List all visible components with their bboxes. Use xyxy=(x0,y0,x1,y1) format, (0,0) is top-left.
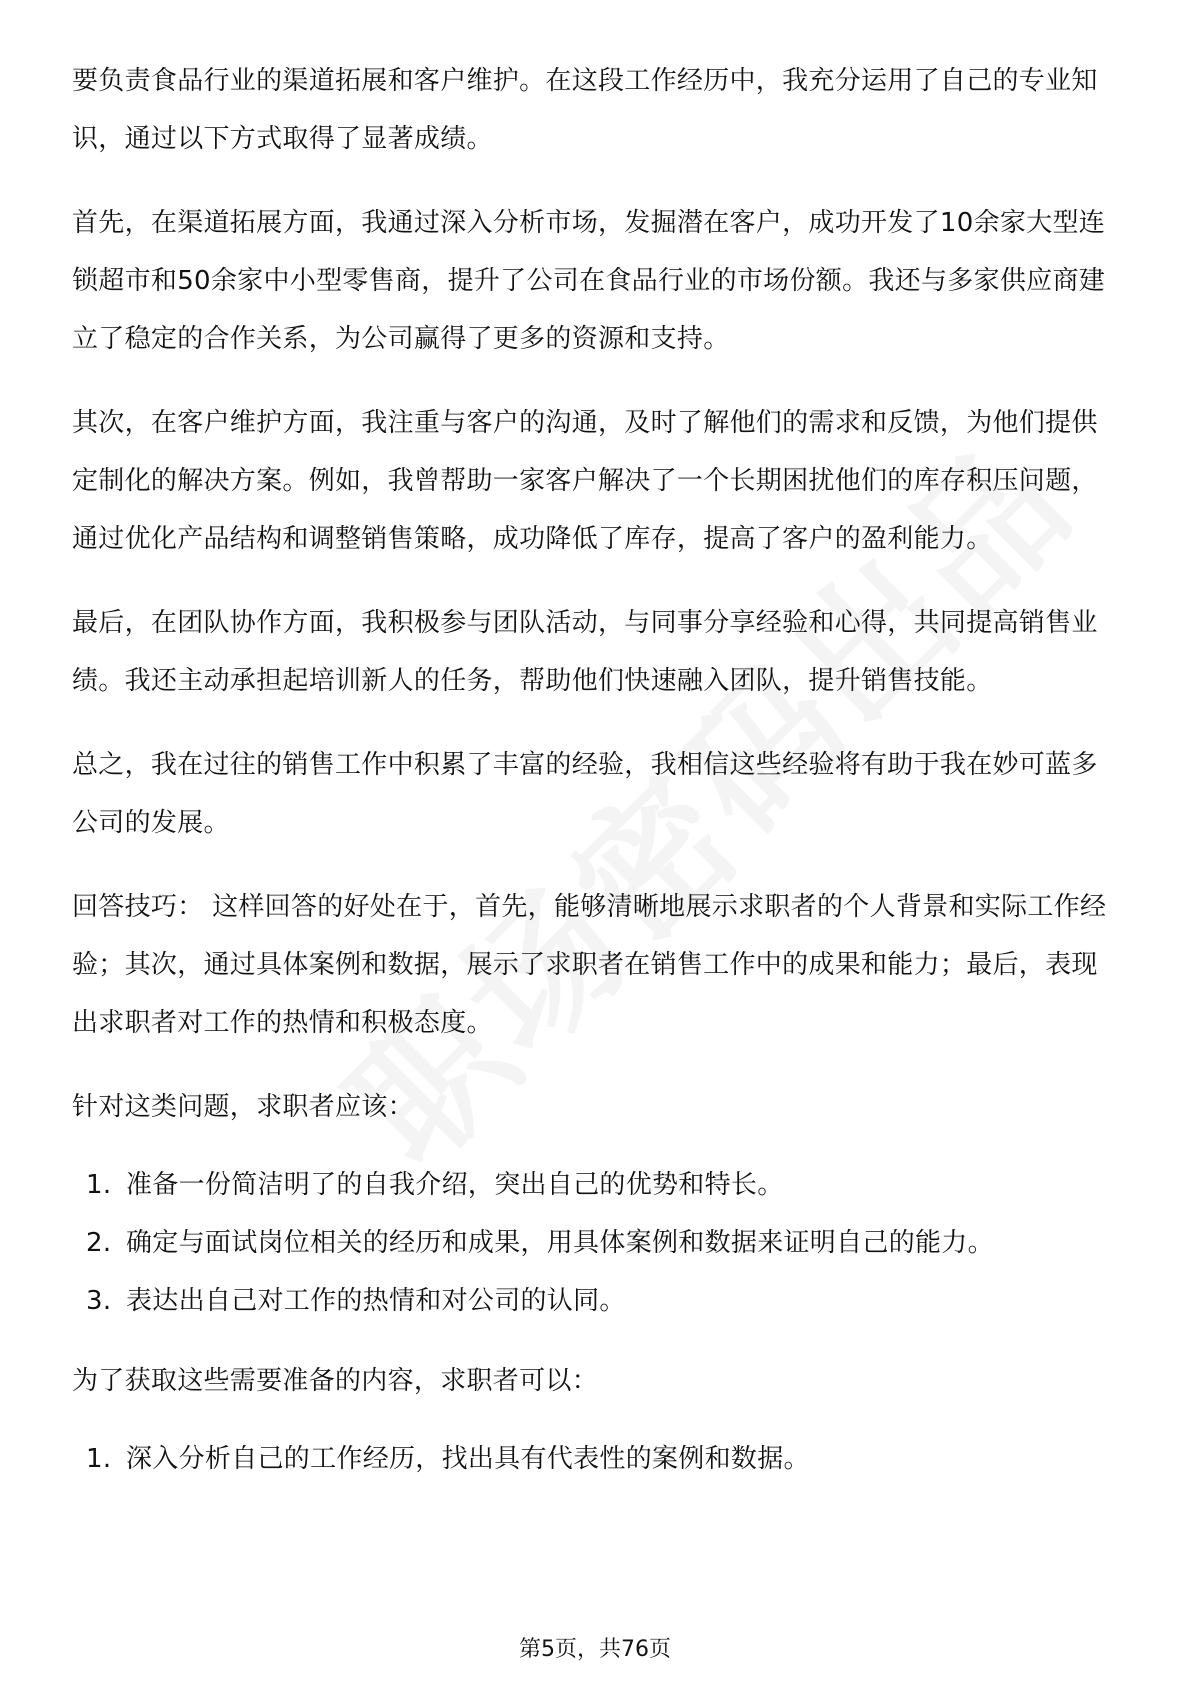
paragraph-list1-intro: 针对这类问题，求职者应该： xyxy=(72,1092,414,1122)
list-item xyxy=(72,1430,1122,1488)
list-text: 表达出自己对工作的热情和对公司的认同。 xyxy=(126,1286,626,1316)
list-item xyxy=(72,1156,1122,1214)
list-number: 3. xyxy=(86,1286,112,1316)
paragraph-channel-intro: 要负责食品行业的渠道拓展和客户维护。在这段工作经历中，我充分运用了自己的专业知识，通过以下方式取得了显著成绩。 xyxy=(72,66,1098,154)
preparation-list xyxy=(72,1156,1122,1330)
list-number: 1. xyxy=(86,1170,112,1200)
list-number: 1. xyxy=(86,1444,112,1474)
list-item xyxy=(72,1272,1122,1330)
list-text: 确定与面试岗位相关的经历和成果，用具体案例和数据来证明自己的能力。 xyxy=(126,1228,994,1258)
document-body xyxy=(72,52,1122,1510)
method-list xyxy=(72,1430,1122,1488)
paragraph-customer-maintenance: 其次，在客户维护方面，我注重与客户的沟通，及时了解他们的需求和反馈，为他们提供定制化的解决方案。例如，我曾帮助一家客户解决了一个长期困扰他们的库存积压问题，通过优化产品结构和调整销售策略，成功降低了库存，提高了客户的盈利能力。 xyxy=(72,408,1098,554)
list-text: 准备一份简洁明了的自我介绍，突出自己的优势和特长。 xyxy=(126,1170,784,1200)
paragraph-answer-tips: 回答技巧： 这样回答的好处在于，首先，能够清晰地展示求职者的个人背景和实际工作经验；其次，通过具体案例和数据，展示了求职者在销售工作中的成果和能力；最后，表现出求职者对工作的热情和积极态度。 xyxy=(72,892,1107,1038)
list-number: 2. xyxy=(86,1228,112,1258)
paragraph-channel-expansion: 首先，在渠道拓展方面，我通过深入分析市场，发掘潜在客户，成功开发了10余家大型连锁超市和50余家中小型零售商，提升了公司在食品行业的市场份额。我还与多家供应商建立了稳定的合作关系，为公司赢得了更多的资源和支持。 xyxy=(72,208,1106,354)
paragraph-teamwork: 最后，在团队协作方面，我积极参与团队活动，与同事分享经验和心得，共同提高销售业绩。我还主动承担起培训新人的任务，帮助他们快速融入团队，提升销售技能。 xyxy=(72,608,1098,696)
list-text: 深入分析自己的工作经历，找出具有代表性的案例和数据。 xyxy=(126,1444,810,1474)
paragraph-summary: 总之，我在过往的销售工作中积累了丰富的经验，我相信这些经验将有助于我在妙可蓝多公司的发展。 xyxy=(72,750,1098,838)
page-footer: 第5页，共76页 xyxy=(519,1637,671,1662)
list-item xyxy=(72,1214,1122,1272)
paragraph-list2-intro: 为了获取这些需要准备的内容，求职者可以： xyxy=(72,1366,599,1396)
